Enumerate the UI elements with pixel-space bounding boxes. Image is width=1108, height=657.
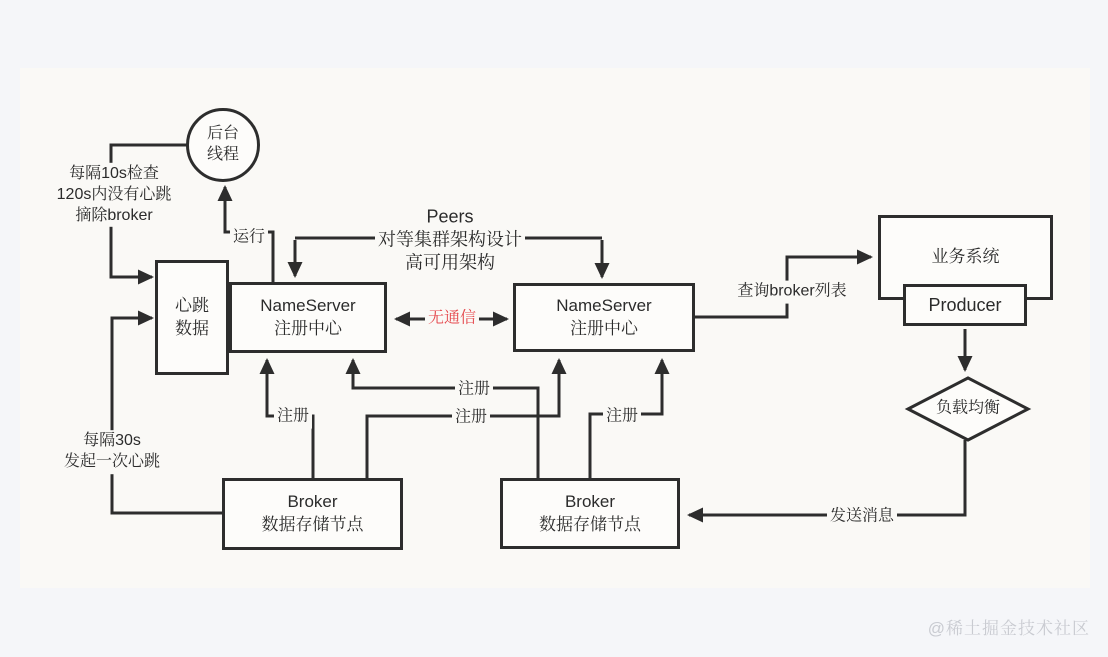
heartbeat-data-node <box>155 260 229 375</box>
peers-line-2: 对等集群架构设计 <box>378 229 522 250</box>
register-label-broker-right-ns-right: 注册 <box>603 406 641 429</box>
send-message-label: 发送消息 <box>827 506 897 529</box>
broker-right-label-1: Broker <box>564 491 616 511</box>
background-thread-node <box>186 108 260 182</box>
load-balance-label: 负载均衡 <box>935 399 1001 417</box>
heartbeat-data-label-2: 数据 <box>175 318 209 338</box>
heartbeat-30s-label <box>61 430 163 474</box>
broker-left-label-1: Broker <box>287 492 338 512</box>
producer-label: Producer <box>928 294 1002 315</box>
heartbeat-data-label-1: 心跳 <box>175 295 209 315</box>
register-label-broker-left-ns-right: 注册 <box>452 407 490 430</box>
check-rule-line-1: 每隔10s检查 <box>69 164 159 182</box>
nameserver-right-label-1: NameServer <box>556 295 652 315</box>
run-label: 运行 <box>230 227 268 250</box>
broker-left-node <box>222 478 403 550</box>
producer-node <box>903 284 1027 326</box>
edge-register-broker-right-ns-left <box>353 360 538 478</box>
nameserver-right-label-2: 注册中心 <box>570 318 638 338</box>
nameserver-left-label-1: NameServer <box>260 295 356 315</box>
register-label-broker-left-ns-left: 注册 <box>274 406 312 429</box>
nameserver-left-label-2: 注册中心 <box>274 318 342 338</box>
background-thread-label-1: 后台 <box>206 125 239 143</box>
nameserver-left-node <box>229 282 387 353</box>
broker-right-node <box>500 478 680 549</box>
watermark: @稀土掘金技术社区 <box>927 619 1090 638</box>
broker-left-label-2: 数据存储节点 <box>261 515 364 534</box>
heartbeat-30s-line-1: 每隔30s <box>83 432 141 450</box>
no-communication-label: 无通信 <box>425 308 479 331</box>
broker-right-label-2: 数据存储节点 <box>539 514 641 534</box>
peers-line-3: 高可用架构 <box>405 252 495 273</box>
peers-label <box>375 204 525 275</box>
edge-send-message <box>689 440 965 515</box>
register-label-broker-right-ns-left: 注册 <box>455 379 493 402</box>
business-system-label: 业务系统 <box>931 247 1000 267</box>
background-thread-label-2: 线程 <box>206 146 239 163</box>
peers-line-1: Peers <box>426 206 474 227</box>
check-rule-line-2: 120s内没有心跳 <box>56 185 172 203</box>
heartbeat-30s-line-2: 发起一次心跳 <box>63 453 161 470</box>
nameserver-right-node <box>513 283 695 352</box>
query-broker-list-label: 查询broker列表 <box>734 281 849 304</box>
check-rule-line-3: 摘除broker <box>75 206 153 224</box>
check-rule-label <box>54 163 175 227</box>
